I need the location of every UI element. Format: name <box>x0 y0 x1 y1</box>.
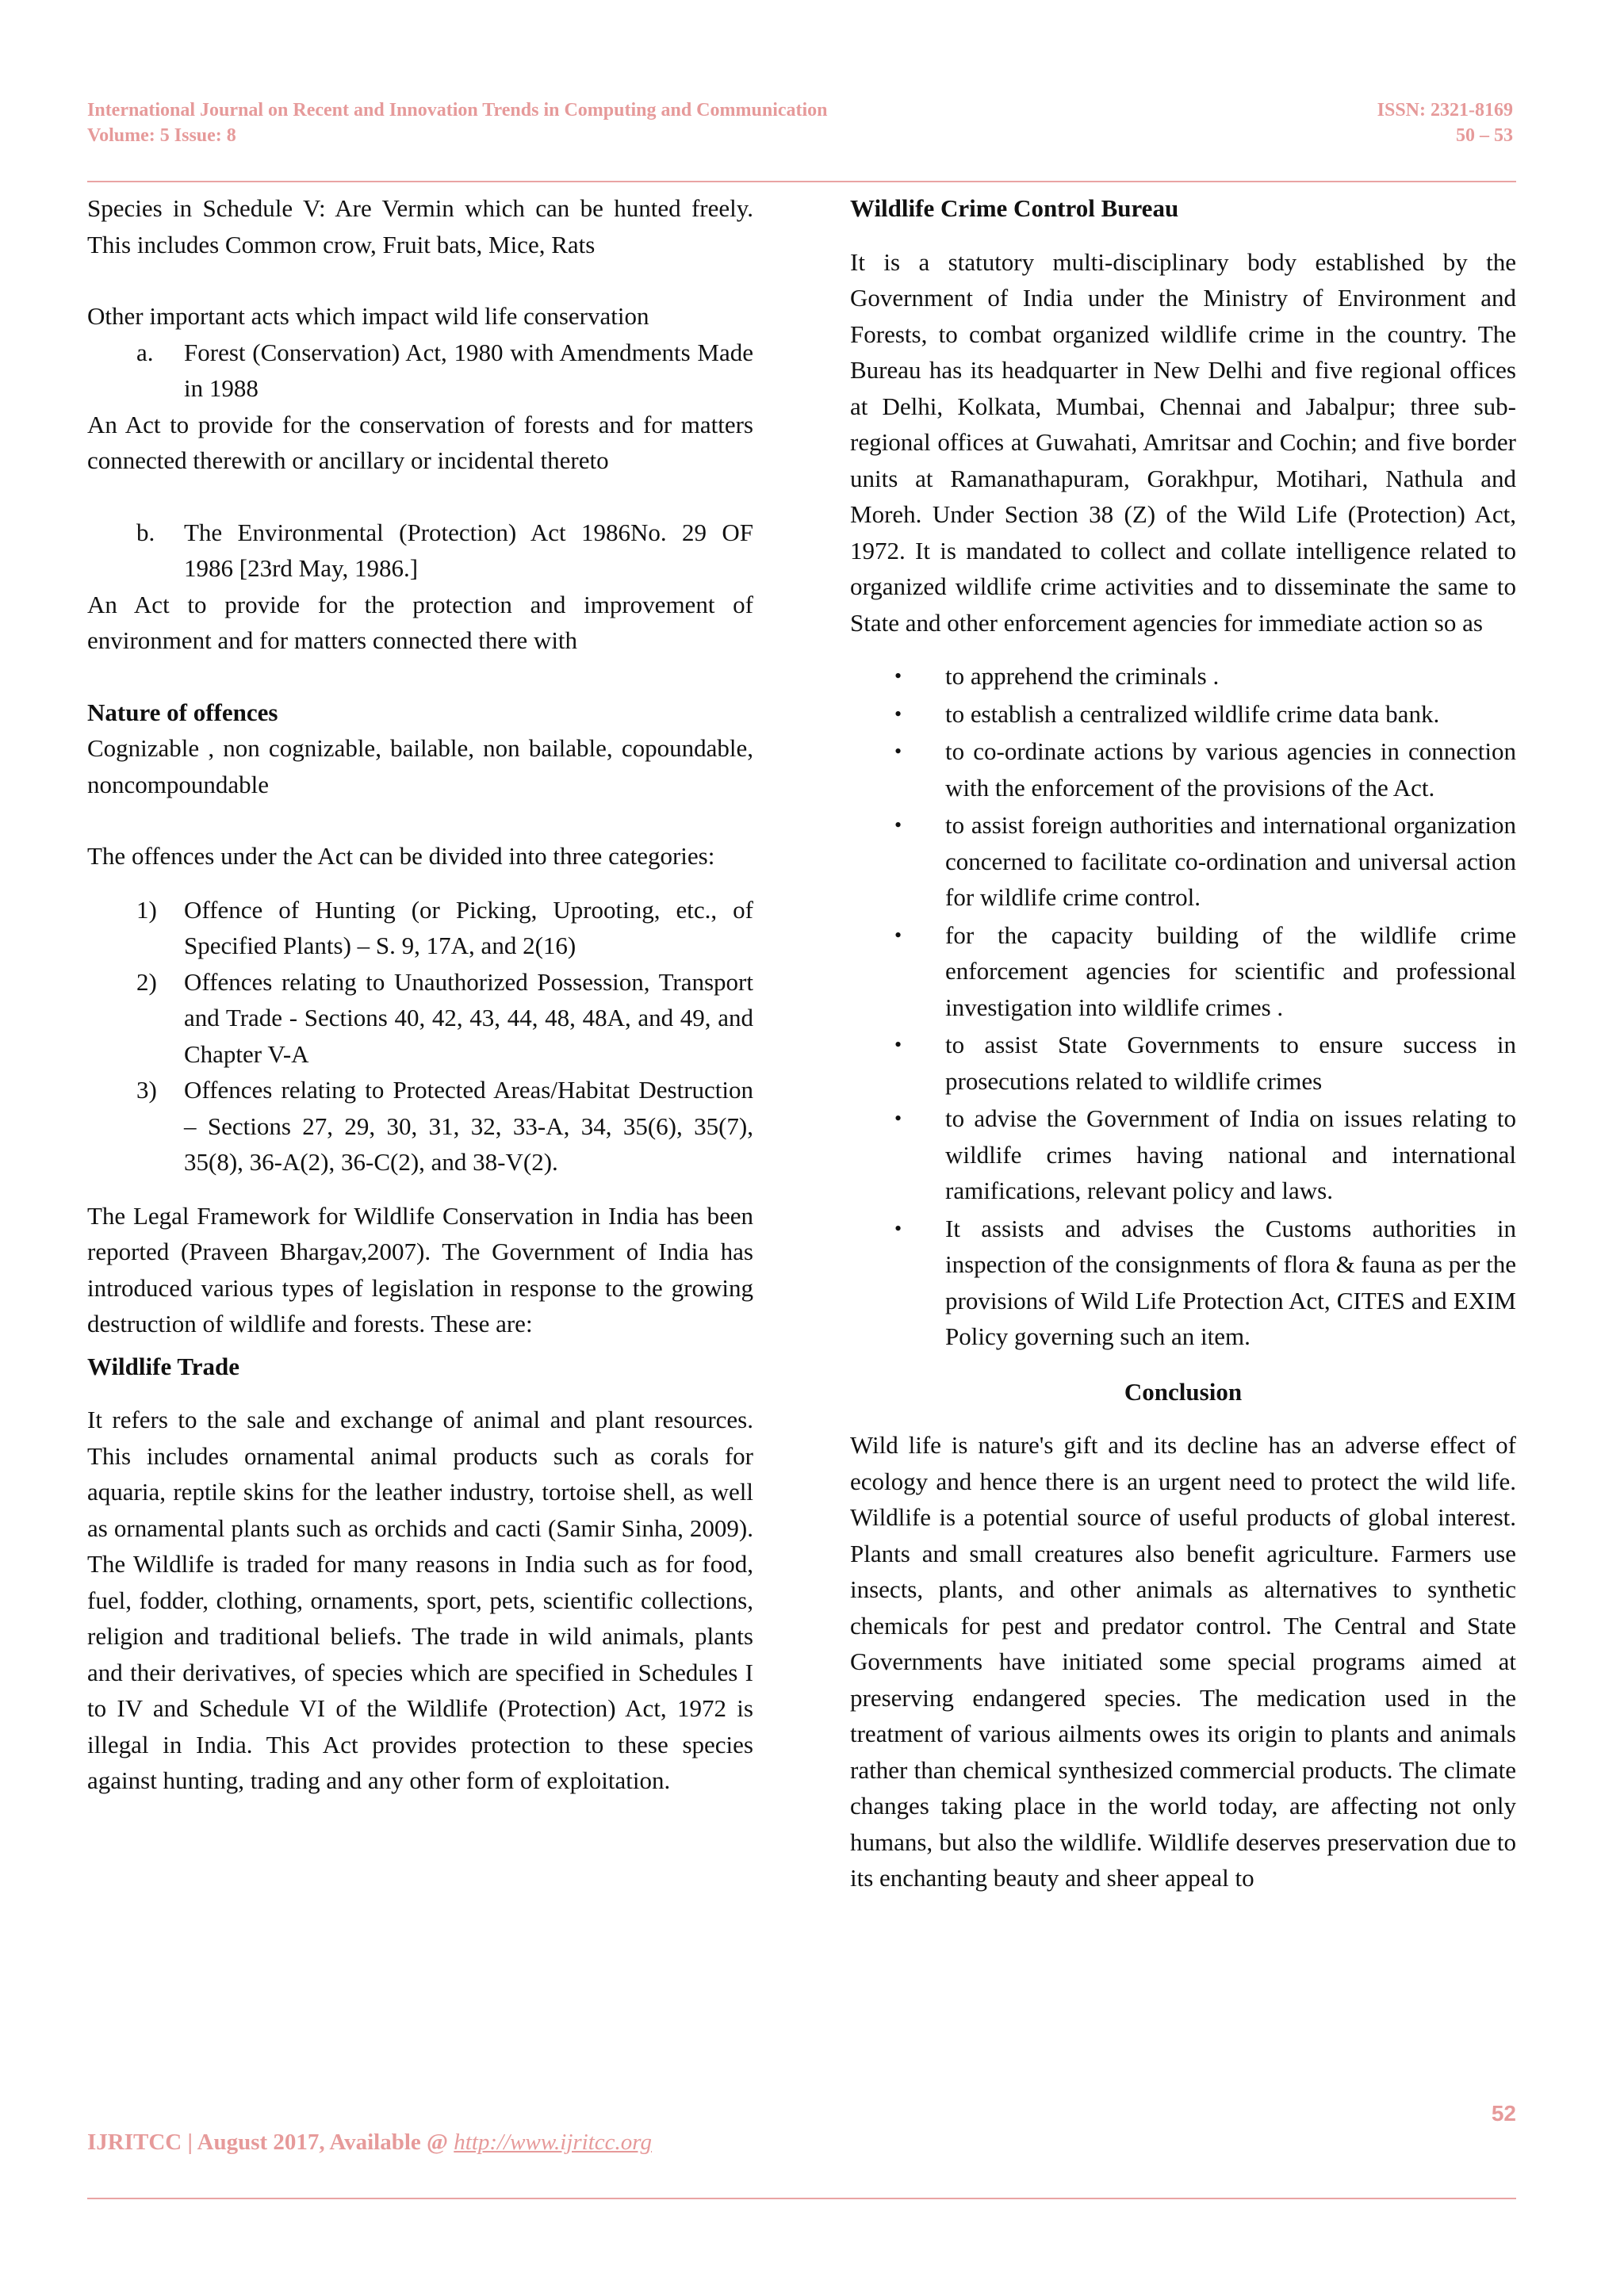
footer-text: IJRITCC | August 2017, Available @ <box>87 2130 454 2155</box>
conclusion-paragraph: Wild life is nature's gift and its decline has an adverse effect of ecology and hence there is an urgent need to protect the wild life. Wildlife is a potential source of useful products of global interest. Plants and small creatures also benefit agriculture. Farmers use insects, plants, and other animals as alternatives to synthetic chemicals for pest and predator control. The Central and State Governments have initiated some special programs aimed at preserving endangered species. The medication used in the treatment of various ailments owes its origin to plants and animals rather than chemical synthesized commercial products. The climate changes taking place in the world today, are affecting not only humans, but also the wildlife. Wildlife deserves preservation due to its enchanting beauty and sheer appeal to <box>850 1431 1516 1892</box>
trade-paragraph: It refers to the sale and exchange of animal and plant resources. This includes ornamental animal products such as corals for aquaria, reptile skins for the leather industry, tortoise shell, as well as ornamental plants such as orchids and cacti (Samir Sinha, 2009). The Wildlife is traded for many reasons in India such as for food, fuel, fodder, clothing, ornaments, sport, pets, scientific collections, religion and traditional beliefs. The trade in wild animals, plants and their derivatives, of species which are specified in Schedules I to IV and Schedule VI of the Wildlife (Protection) Act, 1972 is illegal in India. This Act provides protection to these species against hunting, trading and any other form of exploitation. <box>87 1406 753 1794</box>
bureau-bullet <box>850 1211 1516 1355</box>
bureau-bullet <box>850 1027 1516 1099</box>
bullet-icon: • <box>894 740 902 763</box>
offence-text: Offences relating to Unauthorized Possession, Transport and Trade - Sections 40, 42, 43, 44, 48, 48A, and 49, and Chapter V-A <box>184 967 753 1068</box>
running-header <box>87 98 828 148</box>
running-header-right <box>1377 98 1513 148</box>
footer-rule <box>87 2198 1516 2199</box>
bullet-text: to apprehend the criminals . <box>945 662 1220 690</box>
offence-marker: 3) <box>136 1076 157 1104</box>
bullet-icon: • <box>894 702 902 725</box>
offence-item <box>87 964 753 1073</box>
issn: ISSN: 2321-8169 <box>1377 100 1513 121</box>
act-b-marker: b. <box>136 518 155 546</box>
bullet-icon: • <box>894 1033 902 1056</box>
bureau-bullet <box>850 917 1516 1026</box>
journal-link[interactable]: http://www.ijritcc.org <box>454 2130 652 2155</box>
bullet-icon: • <box>894 1107 902 1130</box>
page-range: 50 – 53 <box>1456 125 1513 146</box>
bureau-bullet <box>850 733 1516 806</box>
bullet-text: to assist foreign authorities and international organization concerned to facilitate co-ordination and universal action for wildlife crime control. <box>945 811 1516 911</box>
legal-framework-paragraph: The Legal Framework for Wildlife Conservation in India has been reported (Praveen Bhargav,2007). The Government of India has introduced various types of legislation in response to the growing destruction of wildlife and forests. These are: <box>87 1201 753 1337</box>
bullet-text: It assists and advises the Customs authorities in inspection of the consignments of flora & fauna as per the provisions of Wild Life Protection Act, CITES and EXIM Policy governing such an item. <box>945 1214 1516 1350</box>
bullet-text: to co-ordinate actions by various agencies in connection with the enforcement of the provisions of the Act. <box>945 737 1516 802</box>
bureau-heading: Wildlife Crime Control Bureau <box>850 194 1179 222</box>
act-b-description: An Act to provide for the protection and improvement of environment and for matters connected there with <box>87 590 753 654</box>
schedule-v-paragraph: Species in Schedule V: Are Vermin which can be hunted freely. This includes Common crow, Fruit bats, Mice, Rats <box>87 194 753 258</box>
conclusion-heading: Conclusion <box>1124 1377 1243 1406</box>
offence-item <box>87 892 753 964</box>
offence-item <box>87 1072 753 1181</box>
act-a-description: An Act to provide for the conservation of forests and for matters connected therewith or ancillary or incidental thereto <box>87 410 753 474</box>
left-column <box>87 190 753 1799</box>
bureau-paragraph: It is a statutory multi-disciplinary body established by the Government of India under the Ministry of Environment and Forests, to combat organized wildlife crime in the country. The Bureau has its headquarter in New Delhi and five regional offices at Delhi, Kolkata, Mumbai, Chennai and Jabalpur; three sub-regional offices at Guwahati, Amritsar and Cochin; and five border units at Ramanathapuram, Gorakhpur, Motihari, Nathula and Moreh. Under Section 38 (Z) of the Wild Life (Protection) Act, 1972. It is mandated to collect and collate intelligence related to organized wildlife crime activities and to disseminate the same to State and other enforcement agencies for immediate action so as <box>850 247 1516 637</box>
right-column <box>850 190 1516 1896</box>
journal-title: International Journal on Recent and Innovation Trends in Computing and Communication <box>87 100 828 121</box>
act-b-title: The Environmental (Protection) Act 1986No. 29 OF 1986 [23rd May, 1986.] <box>184 518 753 582</box>
act-b-item <box>87 515 753 587</box>
bureau-bullet <box>850 658 1516 695</box>
bureau-bullet <box>850 1100 1516 1209</box>
categories-intro: The offences under the Act can be divided into three categories: <box>87 842 715 870</box>
offence-marker: 1) <box>136 895 157 924</box>
bullet-icon: • <box>894 1216 902 1240</box>
bullet-icon: • <box>894 813 902 836</box>
page-footer <box>87 2130 652 2156</box>
nature-text: Cognizable , non cognizable, bailable, non bailable, copoundable, noncompoundable <box>87 734 753 798</box>
nature-heading: Nature of offences <box>87 698 278 726</box>
act-a-marker: a. <box>136 338 154 366</box>
offence-text: Offences relating to Protected Areas/Habitat Destruction – Sections 27, 29, 30, 31, 32, 33-A, 34, 35(6), 35(7), 35(8), 36-A(2), 36-C(2), and 38-V(2). <box>184 1076 753 1176</box>
act-a-item <box>87 335 753 407</box>
offence-marker: 2) <box>136 967 157 996</box>
bullet-text: to advise the Government of India on issues relating to wildlife crimes having national and international ramifications, relevant policy and laws. <box>945 1104 1516 1204</box>
other-acts-intro: Other important acts which impact wild life conservation <box>87 302 649 330</box>
offence-text: Offence of Hunting (or Picking, Uprooting, etc., of Specified Plants) – S. 9, 17A, and 2(16) <box>184 895 753 959</box>
bullet-text: to establish a centralized wildlife crime data bank. <box>945 699 1440 728</box>
bullet-icon: • <box>894 664 902 687</box>
page-number: 52 <box>1491 2101 1516 2126</box>
bullet-text: to assist State Governments to ensure success in prosecutions related to wildlife crimes <box>945 1031 1516 1095</box>
act-a-title: Forest (Conservation) Act, 1980 with Amendments Made in 1988 <box>184 338 753 402</box>
bureau-bullet <box>850 696 1516 733</box>
bullet-icon: • <box>894 923 902 947</box>
bureau-bullet <box>850 807 1516 916</box>
header-rule <box>87 181 1516 182</box>
volume-issue: Volume: 5 Issue: 8 <box>87 125 236 146</box>
trade-heading: Wildlife Trade <box>87 1352 240 1380</box>
bullet-text: for the capacity building of the wildlife crime enforcement agencies for scientific and professional investigation into wildlife crimes . <box>945 920 1516 1021</box>
